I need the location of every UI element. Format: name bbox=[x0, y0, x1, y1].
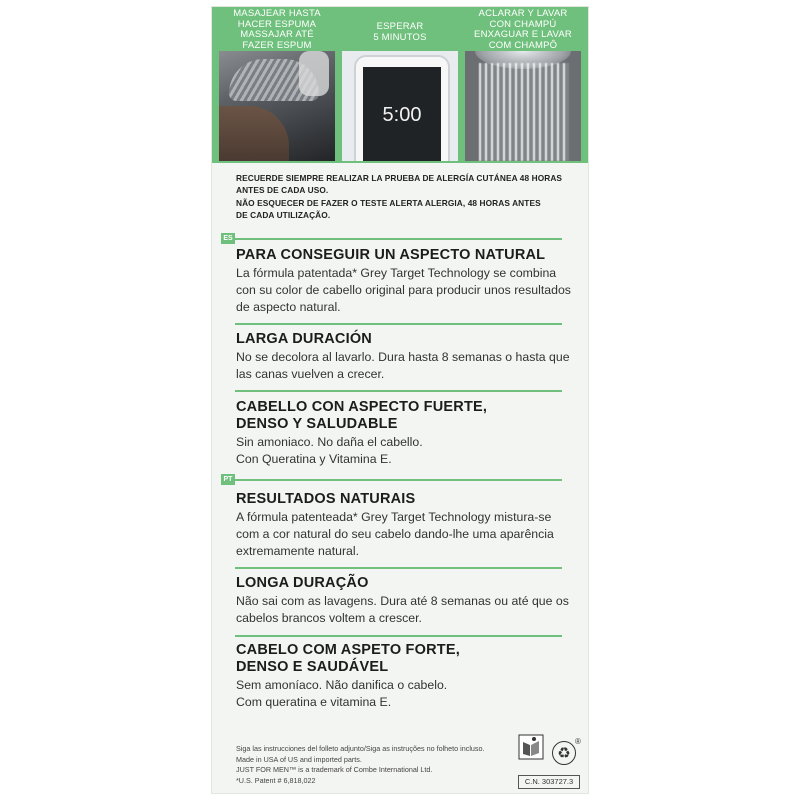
step-labels bbox=[219, 9, 581, 51]
product-panel bbox=[211, 6, 589, 794]
step-3-line: ACLARAR Y LAVAR bbox=[478, 8, 568, 19]
allergy-line: DE CADA UTILIZAÇÃO. bbox=[236, 210, 331, 221]
body-line: No se decolora al lavarlo. Dura hasta 8 semanas o hasta que bbox=[236, 350, 570, 364]
section-pt-natural bbox=[236, 491, 576, 560]
divider bbox=[235, 238, 562, 240]
section-body bbox=[236, 349, 576, 383]
body-line: de aspecto natural. bbox=[236, 300, 341, 314]
recycle-icon: ♻ bbox=[552, 741, 576, 765]
step-photos bbox=[219, 51, 581, 161]
registered-mark: ® bbox=[575, 737, 581, 746]
title-line: DENSO Y SALUDABLE bbox=[236, 416, 398, 432]
step-3-line: CON CHAMPÚ bbox=[489, 18, 557, 30]
title-line: CABELLO CON ASPECTO FUERTE, bbox=[236, 399, 488, 415]
section-title: PARA CONSEGUIR UN ASPECTO NATURAL bbox=[236, 247, 546, 263]
section-title: RESULTADOS NATURAIS bbox=[236, 491, 416, 507]
water-stream bbox=[479, 63, 569, 161]
divider bbox=[235, 390, 562, 392]
body-line: La fórmula patentada* Grey Target Technology se combina bbox=[236, 266, 557, 280]
body-line: Con Queratina y Vitamina E. bbox=[236, 452, 392, 466]
divider bbox=[235, 323, 562, 325]
divider bbox=[235, 567, 562, 569]
allergy-line: RECUERDE SIEMPRE REALIZAR LA PRUEBA DE ALERGÍA CUTÁNEA 48 HORAS bbox=[236, 173, 563, 183]
body-line: las canas vuelven a crecer. bbox=[236, 367, 385, 381]
hair-massage-photo bbox=[219, 51, 335, 161]
step-2-line: 5 MINUTOS bbox=[373, 31, 427, 43]
footer-legal bbox=[236, 744, 536, 786]
section-title: LARGA DURACIÓN bbox=[236, 331, 372, 347]
section-pt-strong bbox=[236, 642, 576, 711]
section-title bbox=[236, 399, 576, 433]
body-line: Sem amoníaco. Não danifica o cabelo. bbox=[236, 678, 448, 692]
step-2-line: ESPERAR bbox=[376, 21, 424, 32]
face-shape bbox=[219, 106, 289, 161]
title-line: DENSO E SAUDÁVEL bbox=[236, 659, 389, 675]
lang-tag-pt: PT bbox=[221, 474, 235, 485]
section-body bbox=[236, 434, 576, 468]
body-line: A fórmula patenteada* Grey Target Technology mistura-se bbox=[236, 510, 552, 524]
divider bbox=[235, 479, 562, 481]
divider bbox=[235, 635, 562, 637]
step-3-label bbox=[465, 9, 581, 51]
step-2-label bbox=[342, 9, 458, 51]
footer-line: Siga las instrucciones del folleto adjunto/Siga as instruções no folheto incluso. bbox=[236, 744, 485, 753]
allergy-notice bbox=[236, 172, 576, 222]
footer-line: Made in USA of US and imported parts. bbox=[236, 754, 362, 764]
body-line: Com queratina e vitamina E. bbox=[236, 695, 392, 709]
step-1-line: MASAJEAR HASTA bbox=[233, 8, 321, 19]
footer-line: JUST FOR MEN™ is a trademark of Combe International Ltd. bbox=[236, 765, 433, 774]
section-title: LONGA DURAÇÃO bbox=[236, 575, 369, 591]
phone-icon bbox=[354, 55, 450, 161]
timer-display: 5:00 bbox=[363, 67, 441, 161]
footer-line: *U.S. Patent # 6,818,022 bbox=[236, 775, 316, 785]
step-3-line: COM CHAMPÔ bbox=[488, 39, 558, 51]
read-leaflet-icon bbox=[518, 734, 544, 760]
title-line: CABELO COM ASPETO FORTE, bbox=[236, 642, 460, 658]
allergy-line: NÃO ESQUECER DE FAZER O TESTE ALERTA ALERGIA, 48 HORAS ANTES bbox=[236, 197, 541, 208]
step-1-line: FAZER ESPUM bbox=[242, 39, 312, 51]
section-body bbox=[236, 265, 576, 316]
section-pt-duration bbox=[236, 575, 576, 627]
section-es-strong bbox=[236, 399, 576, 468]
section-body bbox=[236, 593, 576, 627]
steps-band bbox=[212, 7, 588, 163]
allergy-line: ANTES DE CADA USO. bbox=[236, 185, 329, 196]
lang-tag-es: ES bbox=[221, 233, 235, 244]
hand-shape bbox=[299, 51, 329, 96]
section-body bbox=[236, 509, 576, 560]
step-3-line: ENXAGUAR E LAVAR bbox=[474, 29, 572, 40]
cn-code: C.N. 303727.3 bbox=[518, 775, 580, 789]
phone-timer-photo bbox=[342, 51, 458, 161]
body-line: extremamente natural. bbox=[236, 544, 360, 558]
body-line: Sin amoniaco. No daña el cabello. bbox=[236, 435, 423, 449]
body-line: Não sai com as lavagens. Dura até 8 semanas ou até que os bbox=[236, 594, 569, 608]
section-es-duration bbox=[236, 331, 576, 383]
step-1-line: HACER ESPUMA bbox=[237, 18, 317, 30]
step-1-label bbox=[219, 9, 335, 51]
body-line: cabelos brancos voltem a crescer. bbox=[236, 611, 422, 625]
body-line: con su color de cabello original para producir unos resultados bbox=[236, 283, 571, 297]
section-body bbox=[236, 677, 576, 711]
body-line: com a cor natural do seu cabelo dando-lhe uma aparência bbox=[236, 527, 554, 541]
section-title bbox=[236, 642, 576, 676]
shower-photo bbox=[465, 51, 581, 161]
step-1-line: MASSAJAR ATÉ bbox=[240, 29, 314, 40]
section-es-natural bbox=[236, 247, 576, 316]
